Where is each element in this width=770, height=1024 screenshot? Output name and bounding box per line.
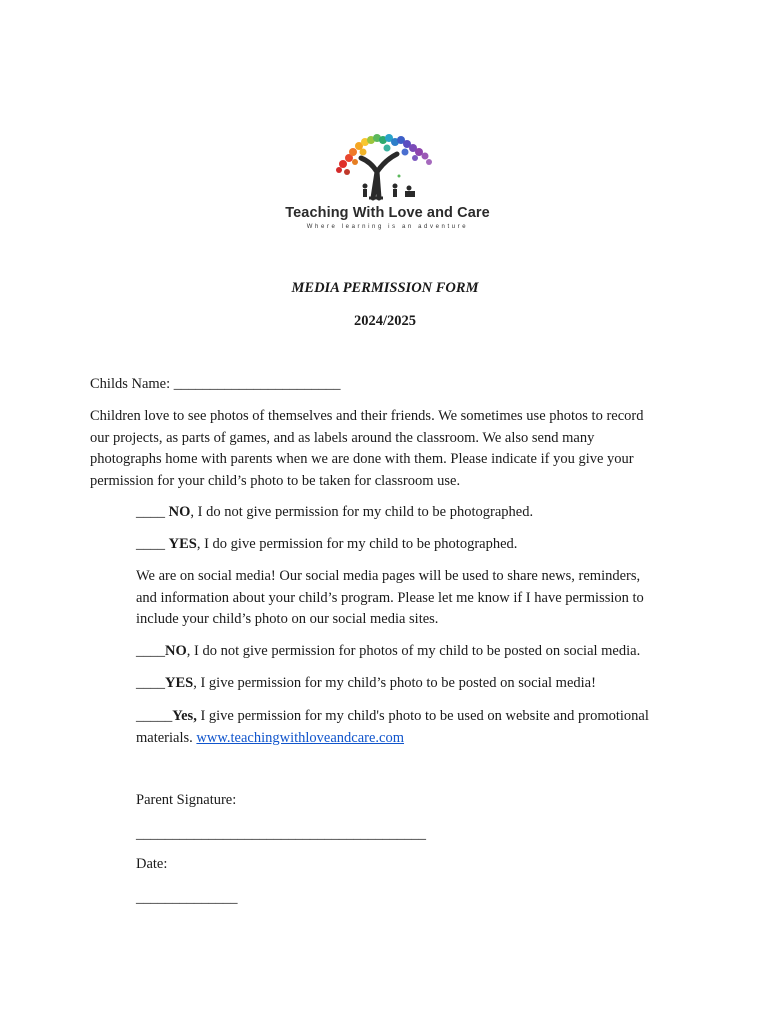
- intro-paragraph: [90, 406, 643, 492]
- intro-line: photographs home with parents when we are done with them. Please indicate if you give your: [90, 451, 634, 467]
- option-text: , I do not give permission for photos of my child to be posted on social media.: [186, 643, 641, 659]
- checkbox-blank[interactable]: ____: [136, 675, 165, 691]
- child-name-blank[interactable]: _______________________: [173, 376, 341, 392]
- intro-line: our projects, as parts of games, and as labels around the classroom. We also send many: [90, 429, 595, 446]
- option-choice: NO: [165, 643, 187, 659]
- website-link[interactable]: www.teachingwithloveandcare.com: [196, 729, 405, 746]
- option-choice: YES: [168, 536, 197, 552]
- logo: [270, 132, 505, 234]
- option-choice: YES: [165, 675, 194, 691]
- website-option-line: [136, 706, 649, 728]
- social-paragraph: [136, 566, 644, 631]
- tree-with-rainbow-leaves-and-children-icon: [325, 132, 445, 204]
- checkbox-blank[interactable]: ____: [136, 536, 169, 552]
- logo-title: Teaching With Love and Care: [285, 205, 490, 221]
- social-line: and information about your child’s program. Please let me know if I have permission to: [136, 589, 644, 606]
- social-option-no: [136, 643, 640, 660]
- date-label: Date:: [136, 856, 168, 872]
- checkbox-blank[interactable]: ____: [136, 504, 169, 520]
- form-year: 2024/2025: [353, 313, 417, 329]
- option-text: , I do not give permission for my child to be photographed.: [190, 504, 534, 520]
- option-text: , I give permission for my child’s photo to be posted on social media!: [193, 675, 596, 691]
- intro-line: Children love to see photos of themselves and their friends. We sometimes use photos to record: [90, 408, 644, 424]
- form-title: MEDIA PERMISSION FORM: [291, 280, 479, 296]
- date-blank[interactable]: ______________: [136, 890, 238, 906]
- website-option-line: [136, 728, 649, 750]
- website-option: [136, 706, 649, 749]
- child-name-row: [90, 376, 341, 393]
- option-text: I give permission for my child's photo to be used on website and promotional: [196, 708, 649, 724]
- signature-label: Parent Signature:: [136, 792, 237, 808]
- photo-option-yes: [136, 536, 517, 553]
- social-line: include your child’s photo on our social media sites.: [136, 611, 439, 627]
- checkbox-blank[interactable]: _____: [136, 708, 173, 724]
- option-text: materials.: [136, 729, 197, 746]
- checkbox-blank[interactable]: ____: [136, 643, 165, 659]
- social-line: We are on social media! Our social media pages will be used to share news, reminders,: [136, 568, 641, 584]
- child-name-label: Childs Name:: [90, 376, 171, 392]
- logo-tagline: Where learning is an adventure: [306, 224, 469, 230]
- option-choice: Yes,: [172, 708, 197, 724]
- signature-blank[interactable]: ________________________________________: [136, 826, 426, 842]
- intro-line: permission for your child’s photo to be taken for classroom use.: [90, 472, 461, 489]
- social-option-yes: [136, 675, 596, 692]
- photo-option-no: [136, 504, 533, 521]
- option-choice: NO: [168, 504, 191, 520]
- option-text: , I do give permission for my child to be photographed.: [196, 536, 518, 552]
